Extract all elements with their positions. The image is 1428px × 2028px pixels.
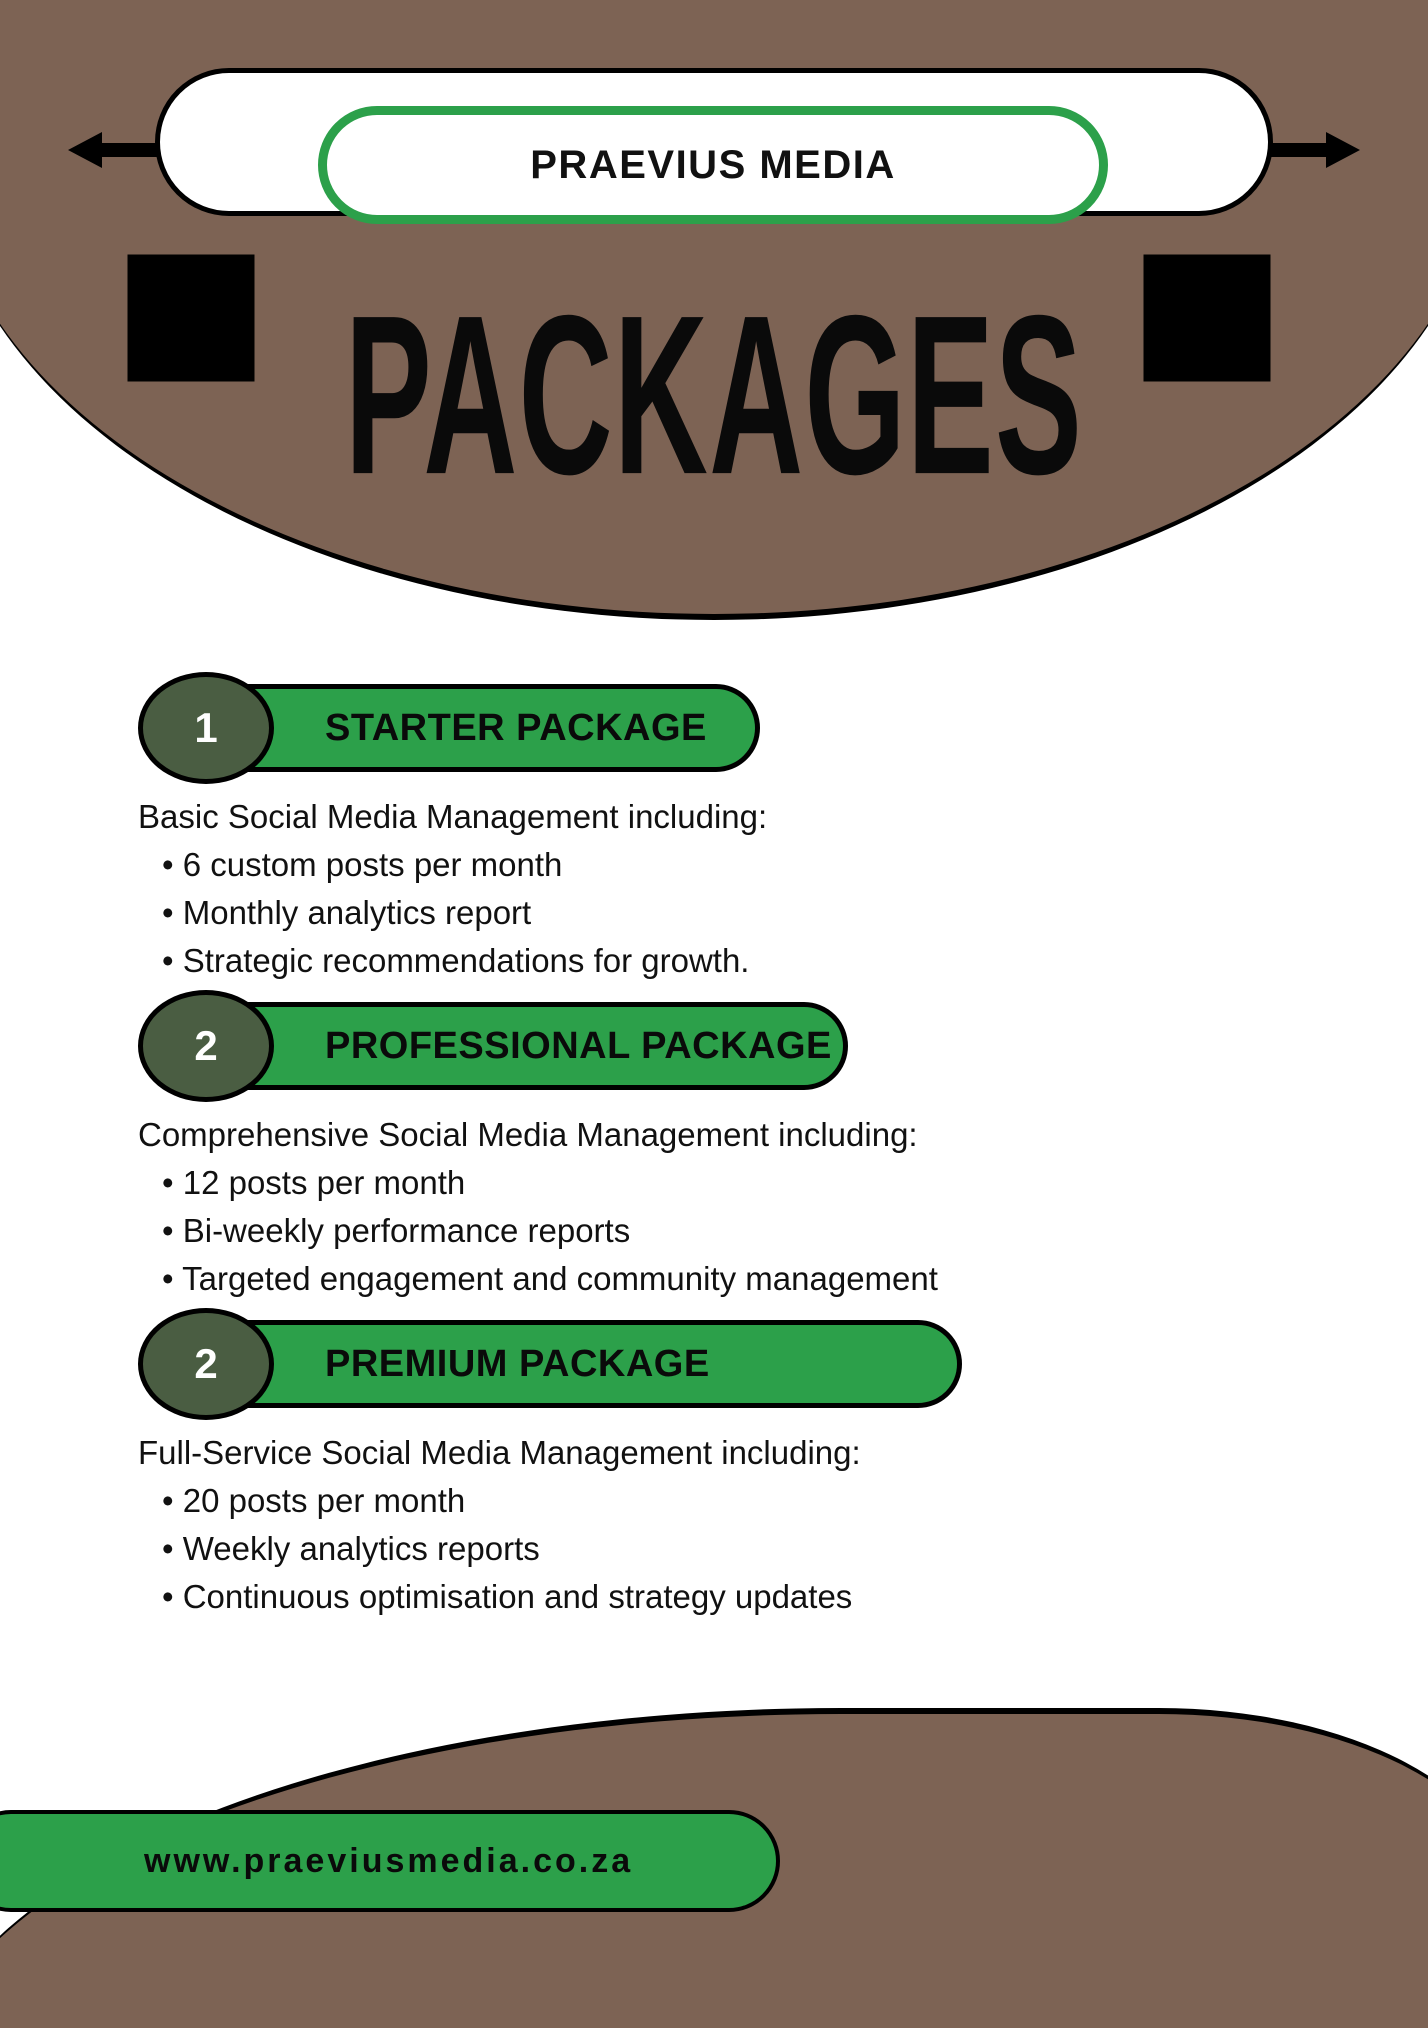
package-title: PROFESSIONAL PACKAGE [325,1024,832,1067]
package-number: 2 [194,1340,218,1387]
package-title-bar [200,1320,962,1408]
package-number-badge [138,672,274,784]
package-feature: • 6 custom posts per month [162,846,563,883]
page-title: PACKAGES [344,267,1084,522]
package-card-premium [0,1308,1428,1616]
package-header [138,990,1428,1102]
package-intro: Comprehensive Social Media Management including: [138,1116,918,1153]
package-number: 1 [194,704,218,751]
package-feature: • Weekly analytics reports [162,1530,540,1567]
brand-name: PRAEVIUS MEDIA [530,142,896,187]
package-title: STARTER PACKAGE [325,706,707,749]
package-intro: Basic Social Media Management including: [138,798,768,835]
package-feature: • Strategic recommendations for growth. [162,942,750,979]
packages-list [0,672,1428,1626]
package-card-professional [0,990,1428,1298]
package-feature: • Continuous optimisation and strategy updates [162,1578,853,1615]
website-url[interactable]: www.praeviusmedia.co.za [144,1841,634,1880]
package-feature: • 20 posts per month [162,1482,466,1519]
package-feature: • Monthly analytics report [162,894,532,931]
package-header [138,672,1428,784]
package-feature: • 12 posts per month [162,1164,466,1201]
package-title-bar [200,684,760,772]
package-number-badge [138,990,274,1102]
package-feature: • Bi-weekly performance reports [162,1212,631,1249]
website-pill[interactable] [0,1810,780,1912]
package-feature: • Targeted engagement and community management [162,1260,938,1297]
package-title: PREMIUM PACKAGE [325,1342,710,1385]
package-card-starter [0,672,1428,980]
package-header [138,1308,1428,1420]
package-body [138,1116,1428,1298]
package-body [138,1434,1428,1616]
package-number: 2 [194,1022,218,1069]
package-body [138,798,1428,980]
package-intro: Full-Service Social Media Management including: [138,1434,861,1471]
brand-pill-inner [318,106,1108,224]
package-title-bar [200,1002,848,1090]
package-number-badge [138,1308,274,1420]
